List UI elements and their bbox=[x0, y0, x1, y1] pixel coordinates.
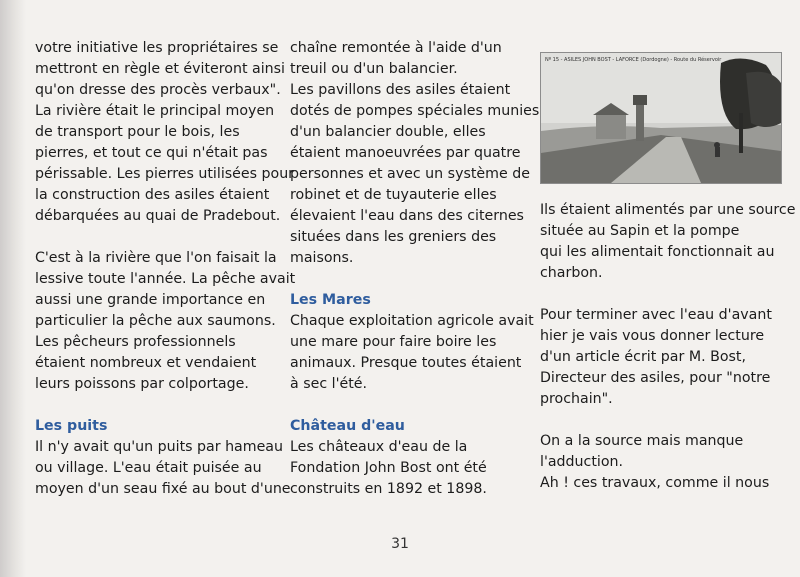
postcard-photo-water-tower bbox=[540, 52, 782, 184]
text-line: maisons. bbox=[290, 250, 354, 266]
paragraph-gap bbox=[290, 269, 530, 290]
text-line: Pour terminer avec l'eau d'avant bbox=[540, 307, 772, 323]
water-tower-photo-illustration bbox=[541, 53, 781, 183]
section-heading-chateau-d-eau: Château d'eau bbox=[290, 418, 405, 434]
text-line: animaux. Presque toutes étaient bbox=[290, 355, 522, 371]
text-line: qu'on dresse des procès verbaux". bbox=[35, 82, 281, 98]
paragraph-gap bbox=[540, 284, 780, 305]
text-line: Les pavillons des asiles étaient bbox=[290, 82, 511, 98]
text-line: étaient manoeuvrées par quatre bbox=[290, 145, 521, 161]
text-line: dotés de pompes spéciales munies bbox=[290, 103, 540, 119]
text-line: votre initiative les propriétaires se bbox=[35, 40, 279, 56]
text-line: situées dans les greniers des bbox=[290, 229, 497, 245]
text-line: étaient nombreux et vendaient bbox=[35, 355, 257, 371]
paragraph-gap bbox=[290, 395, 530, 416]
text-line: Chaque exploitation agricole avait bbox=[290, 313, 534, 329]
text-line: leurs poissons par colportage. bbox=[35, 376, 249, 392]
text-line: pierres, et tout ce qui n'était pas bbox=[35, 145, 268, 161]
text-line: chaîne remontée à l'aide d'un bbox=[290, 40, 502, 56]
text-line: la construction des asiles étaient bbox=[35, 187, 270, 203]
text-line: Les pêcheurs professionnels bbox=[35, 334, 236, 350]
text-line: personnes et avec un système de bbox=[290, 166, 530, 182]
section-heading-les-mares: Les Mares bbox=[290, 292, 371, 308]
text-line: une mare pour faire boire les bbox=[290, 334, 497, 350]
text-line: robinet et de tuyauterie elles bbox=[290, 187, 497, 203]
text-line: qui les alimentait fonctionnait au bbox=[540, 244, 775, 260]
text-column-right bbox=[540, 200, 796, 494]
text-line: moyen d'un seau fixé au bout d'une bbox=[35, 481, 291, 497]
text-line: Ils étaient alimentés par une source bbox=[540, 202, 796, 218]
text-line: Directeur des asiles, pour "notre bbox=[540, 370, 771, 386]
text-line: On a la source mais manque bbox=[540, 433, 744, 449]
paragraph-gap bbox=[35, 227, 285, 248]
text-line: débarquées au quai de Pradebout. bbox=[35, 208, 281, 224]
section-heading-les-puits: Les puits bbox=[35, 418, 108, 434]
paragraph-gap bbox=[540, 410, 780, 431]
text-line: Il n'y avait qu'un puits par hameau bbox=[35, 439, 283, 455]
text-line: prochain". bbox=[540, 391, 613, 407]
text-line: à sec l'été. bbox=[290, 376, 368, 392]
text-column-middle bbox=[290, 38, 540, 500]
text-line: périssable. Les pierres utilisées pour bbox=[35, 166, 295, 182]
text-line: l'adduction. bbox=[540, 454, 624, 470]
text-line: Fondation John Bost ont été bbox=[290, 460, 487, 476]
paragraph-gap bbox=[35, 395, 285, 416]
text-line: d'un article écrit par M. Bost, bbox=[540, 349, 746, 365]
text-line: lessive toute l'année. La pêche avait bbox=[35, 271, 296, 287]
page-number: 31 bbox=[391, 536, 409, 552]
text-line: particulier la pêche aux saumons. bbox=[35, 313, 276, 329]
text-column-left bbox=[35, 38, 296, 500]
text-line: mettront en règle et éviteront ainsi bbox=[35, 61, 285, 77]
page-gutter-shadow bbox=[0, 0, 26, 577]
text-line: hier je vais vous donner lecture bbox=[540, 328, 765, 344]
text-line: élevaient l'eau dans des citernes bbox=[290, 208, 524, 224]
text-line: charbon. bbox=[540, 265, 603, 281]
text-line: La rivière était le principal moyen bbox=[35, 103, 275, 119]
text-line: treuil ou d'un balancier. bbox=[290, 61, 458, 77]
text-line: située au Sapin et la pompe bbox=[540, 223, 740, 239]
text-line: aussi une grande importance en bbox=[35, 292, 266, 308]
text-line: ou village. L'eau était puisée au bbox=[35, 460, 262, 476]
text-line: de transport pour le bois, les bbox=[35, 124, 240, 140]
text-line: C'est à la rivière que l'on faisait la bbox=[35, 250, 277, 266]
text-line: construits en 1892 et 1898. bbox=[290, 481, 487, 497]
text-line: Ah ! ces travaux, comme il nous bbox=[540, 475, 770, 491]
text-line: Les châteaux d'eau de la bbox=[290, 439, 468, 455]
photo-caption: Nº 15 - ASILES JOHN BOST - LAFORCE (Dordogne) - Route du Réservoir bbox=[545, 57, 722, 63]
text-line: d'un balancier double, elles bbox=[290, 124, 486, 140]
